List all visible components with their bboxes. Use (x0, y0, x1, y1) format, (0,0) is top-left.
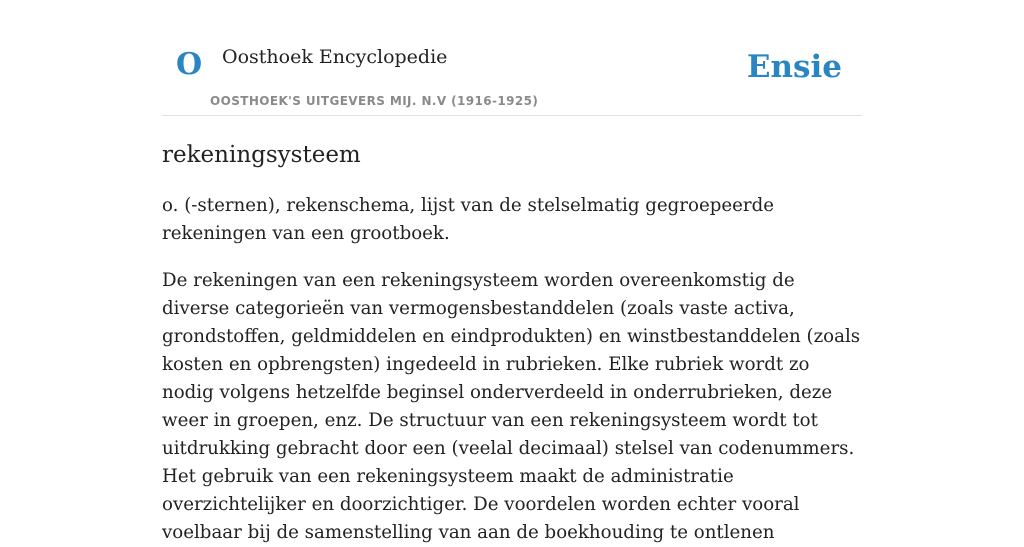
content-container (162, 0, 862, 547)
source-logo[interactable]: O (176, 47, 203, 82)
source-title[interactable]: Oosthoek Encyclopedie (222, 46, 448, 68)
entry-paragraph: De rekeningen van een rekeningsysteem worden overeenkomstig de diverse categorieën van vermogensbestanddelen (zoals vaste activa, grondstoffen, geldmiddelen en eindprodukten) en winstbestanddelen (zoals kosten en opbrengsten) ingedeeld in rubrieken. Elke rubriek wordt zo nodig volgens hetzelfde beginsel onderverdeeld in onderrubrieken, deze weer in groepen, enz. De structuur van een rekeningsysteem wordt tot uitdrukking gebracht door een (veelal decimaal) stelsel van codenummers. Het gebruik van een rekeningsysteem maakt de administratie overzichtelijker en doorzichtiger. De voordelen worden echter vooral voelbaar bij de samenstelling van aan de boekhouding te ontlenen (162, 270, 861, 543)
entry-title: rekeningsysteem (162, 142, 361, 168)
entry-paragraph: o. (-sternen), rekenschema, lijst van de stelselmatig gegroepeerde rekeningen van een grootboek. (162, 195, 774, 244)
ensie-logo[interactable]: Ensie (746, 49, 842, 85)
source-header (162, 0, 862, 116)
entry-body (162, 192, 862, 547)
source-publisher: OOSTHOEK'S UITGEVERS MIJ. N.V (1916-1925) (210, 94, 539, 108)
